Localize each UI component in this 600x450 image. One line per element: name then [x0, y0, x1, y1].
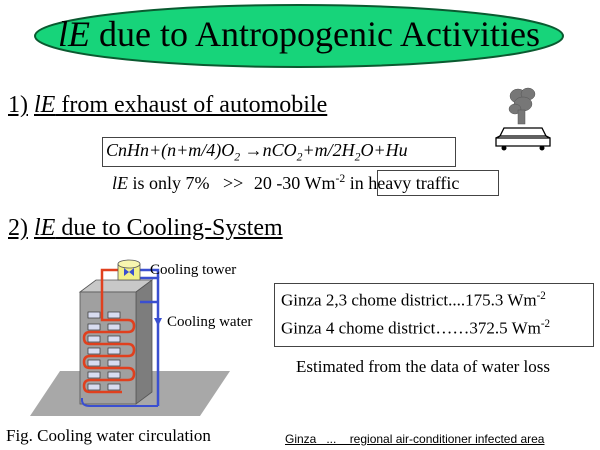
cooling-system-diagram	[30, 256, 270, 424]
car-exhaust-icon	[490, 82, 555, 154]
le-note-le: lE	[112, 173, 128, 193]
section2-le: lE	[34, 215, 56, 241]
heat-value: 20 -30 Wm	[253, 173, 336, 193]
formula-part-4: O+Hu	[360, 140, 408, 160]
district-row-2-text: Ginza 4 chome district……372.5 Wm	[281, 318, 541, 338]
page-title	[33, 8, 565, 60]
section1-text: from exhaust of automobile	[55, 92, 328, 118]
building-icon	[80, 280, 152, 404]
district-row-1	[281, 290, 546, 311]
title-le: lE	[58, 14, 91, 54]
section1-number: 1)	[8, 92, 28, 118]
formula-part-2: nCO	[262, 140, 297, 160]
formula-part-3: +m/2H	[302, 140, 355, 160]
figure-caption: Fig. Cooling water circulation	[6, 426, 211, 445]
heat-value-exponent: -2	[335, 172, 346, 185]
district-row-2-exponent: -2	[540, 318, 551, 330]
formula-part-1: CnHn+(n+m/4)O	[106, 140, 235, 160]
formula-sub-3: 2	[354, 150, 361, 164]
formula-sub-1: 2	[234, 150, 241, 164]
section1-heading	[8, 92, 327, 119]
district-row-2	[281, 318, 550, 339]
arrow-icon: →	[244, 140, 263, 160]
formula-sub-2: 2	[296, 150, 303, 164]
district-row-1-text: Ginza 2,3 chome district....175.3 Wm	[281, 290, 537, 310]
cooling-water-label: Cooling water	[167, 314, 253, 330]
footer-note: Ginza ... regional air-conditioner infected area	[285, 432, 545, 446]
title-rest: due to Antropogenic Activities	[90, 14, 540, 54]
le-note-text: is only 7% >>	[128, 173, 244, 193]
district-row-1-exponent: -2	[536, 290, 546, 302]
le-note-tail: in heavy traffic	[345, 173, 460, 193]
reaction-formula	[106, 140, 408, 164]
cooling-tower-label: Cooling tower	[150, 262, 237, 278]
section2-number: 2)	[8, 215, 28, 241]
section2-heading	[8, 215, 283, 242]
le-note	[112, 172, 459, 194]
estimate-note: Estimated from the data of water loss	[296, 357, 550, 376]
flow-arrow-icon	[154, 318, 162, 326]
section1-le: lE	[34, 92, 56, 118]
cooling-tower-icon	[118, 260, 140, 280]
section2-text: due to Cooling-System	[55, 215, 283, 241]
